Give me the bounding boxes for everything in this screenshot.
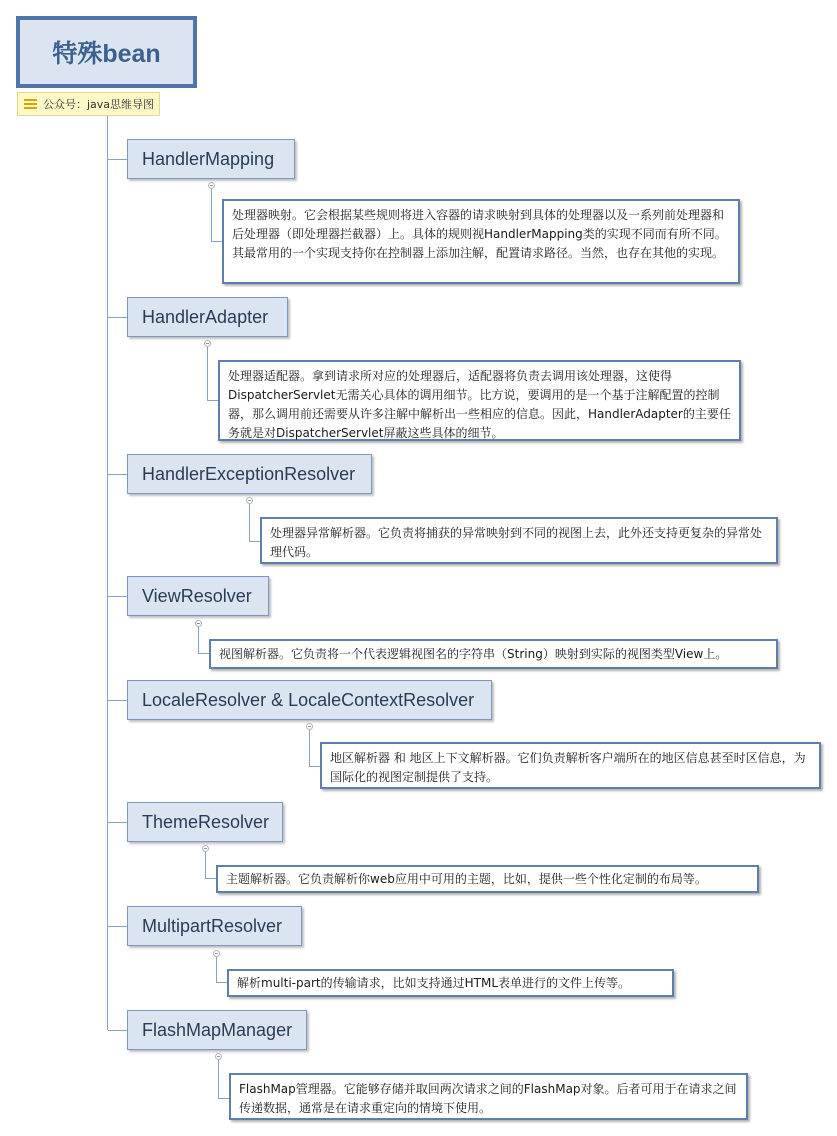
connector-line <box>198 627 199 653</box>
collapse-icon[interactable] <box>213 950 220 957</box>
description-text: 解析multi-part的传输请求，比如支持通过HTML表单进行的文件上传等。 <box>237 976 631 990</box>
connector-line <box>218 1060 219 1098</box>
collapse-icon[interactable] <box>202 845 209 852</box>
topic-title: HandlerMapping <box>142 148 275 169</box>
branch-connector <box>108 822 128 823</box>
topic-description <box>218 360 741 441</box>
topic-title: FlashMapManager <box>142 1019 293 1040</box>
collapse-icon[interactable] <box>306 723 313 730</box>
description-text: 处理器适配器。拿到请求所对应的处理器后，适配器将负责去调用该处理器，这使得DispatcherServlet无需关心具体的调用细节。比方说，要调用的是一个基于注解配置的控制器，那么调用前还需要从许多注解中解析出一些相应的信息。因此，HandlerAdapter的主要任务就是对DispatcherServlet屏蔽这些具体的细节。 <box>228 369 731 440</box>
topic-description <box>227 969 674 997</box>
topic-title: LocaleResolver & LocaleContextResolver <box>142 689 475 710</box>
note-text: 公众号：java思维导图 <box>43 98 155 111</box>
connector-line <box>211 241 222 242</box>
topic-title: MultipartResolver <box>142 915 283 936</box>
topic-title: ViewResolver <box>142 585 252 606</box>
topic-description <box>320 742 821 789</box>
description-text: 视图解析器。它负责将一个代表逻辑视图名的字符串（String）映射到实际的视图类型View上。 <box>219 647 728 661</box>
topic-title: HandlerAdapter <box>142 306 269 327</box>
topic-view-resolver[interactable] <box>127 576 269 616</box>
collapse-icon[interactable] <box>215 1053 222 1060</box>
topic-flash-map-manager[interactable] <box>127 1010 307 1050</box>
collapse-icon[interactable] <box>204 340 211 347</box>
root-topic[interactable] <box>16 16 197 88</box>
branch-connector <box>108 474 128 475</box>
collapse-icon[interactable] <box>195 620 202 627</box>
topic-theme-resolver[interactable] <box>127 802 283 842</box>
topic-handler-adapter[interactable] <box>127 297 288 337</box>
collapse-icon[interactable] <box>208 182 215 189</box>
topic-description <box>260 517 778 564</box>
collapse-icon[interactable] <box>246 497 253 504</box>
branch-connector <box>108 700 128 701</box>
connector-line <box>216 957 217 982</box>
note-label[interactable] <box>17 92 160 116</box>
connector-line <box>249 504 250 541</box>
topic-description <box>222 199 740 284</box>
branch-connector <box>108 159 128 160</box>
connector-line <box>309 730 310 766</box>
topic-title: HandlerExceptionResolver <box>142 463 356 484</box>
topic-description <box>216 865 759 893</box>
branch-connector <box>108 596 128 597</box>
topic-title: ThemeResolver <box>142 811 270 832</box>
description-text: 地区解析器 和 地区上下文解析器。它们负责解析客户端所在的地区信息甚至时区信息，为国际化的视图定制提供了支持。 <box>330 751 806 784</box>
topic-handler-exception-resolver[interactable] <box>127 454 372 494</box>
description-text: 处理器映射。它会根据某些规则将进入容器的请求映射到具体的处理器以及一系列前处理器和后处理器（即处理器拦截器）上。具体的规则视HandlerMapping类的实现不同而有所不同。其最常用的一个实现支持你在控制器上添加注解，配置请求路径。当然，也存在其他的实现。 <box>232 208 727 260</box>
tree-spine <box>107 116 108 1030</box>
description-text: 处理器异常解析器。它负责将捕获的异常映射到不同的视图上去，此外还支持更复杂的异常处理代码。 <box>270 526 763 559</box>
branch-connector <box>108 317 128 318</box>
connector-line <box>211 189 212 241</box>
branch-connector <box>108 926 128 927</box>
description-text: 主题解析器。它负责解析你web应用中可用的主题，比如，提供一些个性化定制的布局等。 <box>226 872 707 886</box>
topic-description <box>229 1073 748 1120</box>
connector-line <box>205 852 206 878</box>
description-text: FlashMap管理器。它能够存储并取回两次请求之间的FlashMap对象。后者可用于在请求之间传递数据，通常是在请求重定向的情境下使用。 <box>239 1082 737 1115</box>
note-icon <box>24 99 37 109</box>
branch-connector <box>108 1030 128 1031</box>
topic-locale-resolver[interactable] <box>127 680 492 720</box>
topic-handler-mapping[interactable] <box>127 139 295 179</box>
topic-multipart-resolver[interactable] <box>127 906 302 946</box>
connector-line <box>207 347 208 400</box>
topic-description <box>209 639 778 669</box>
root-title: 特殊bean <box>52 40 161 68</box>
